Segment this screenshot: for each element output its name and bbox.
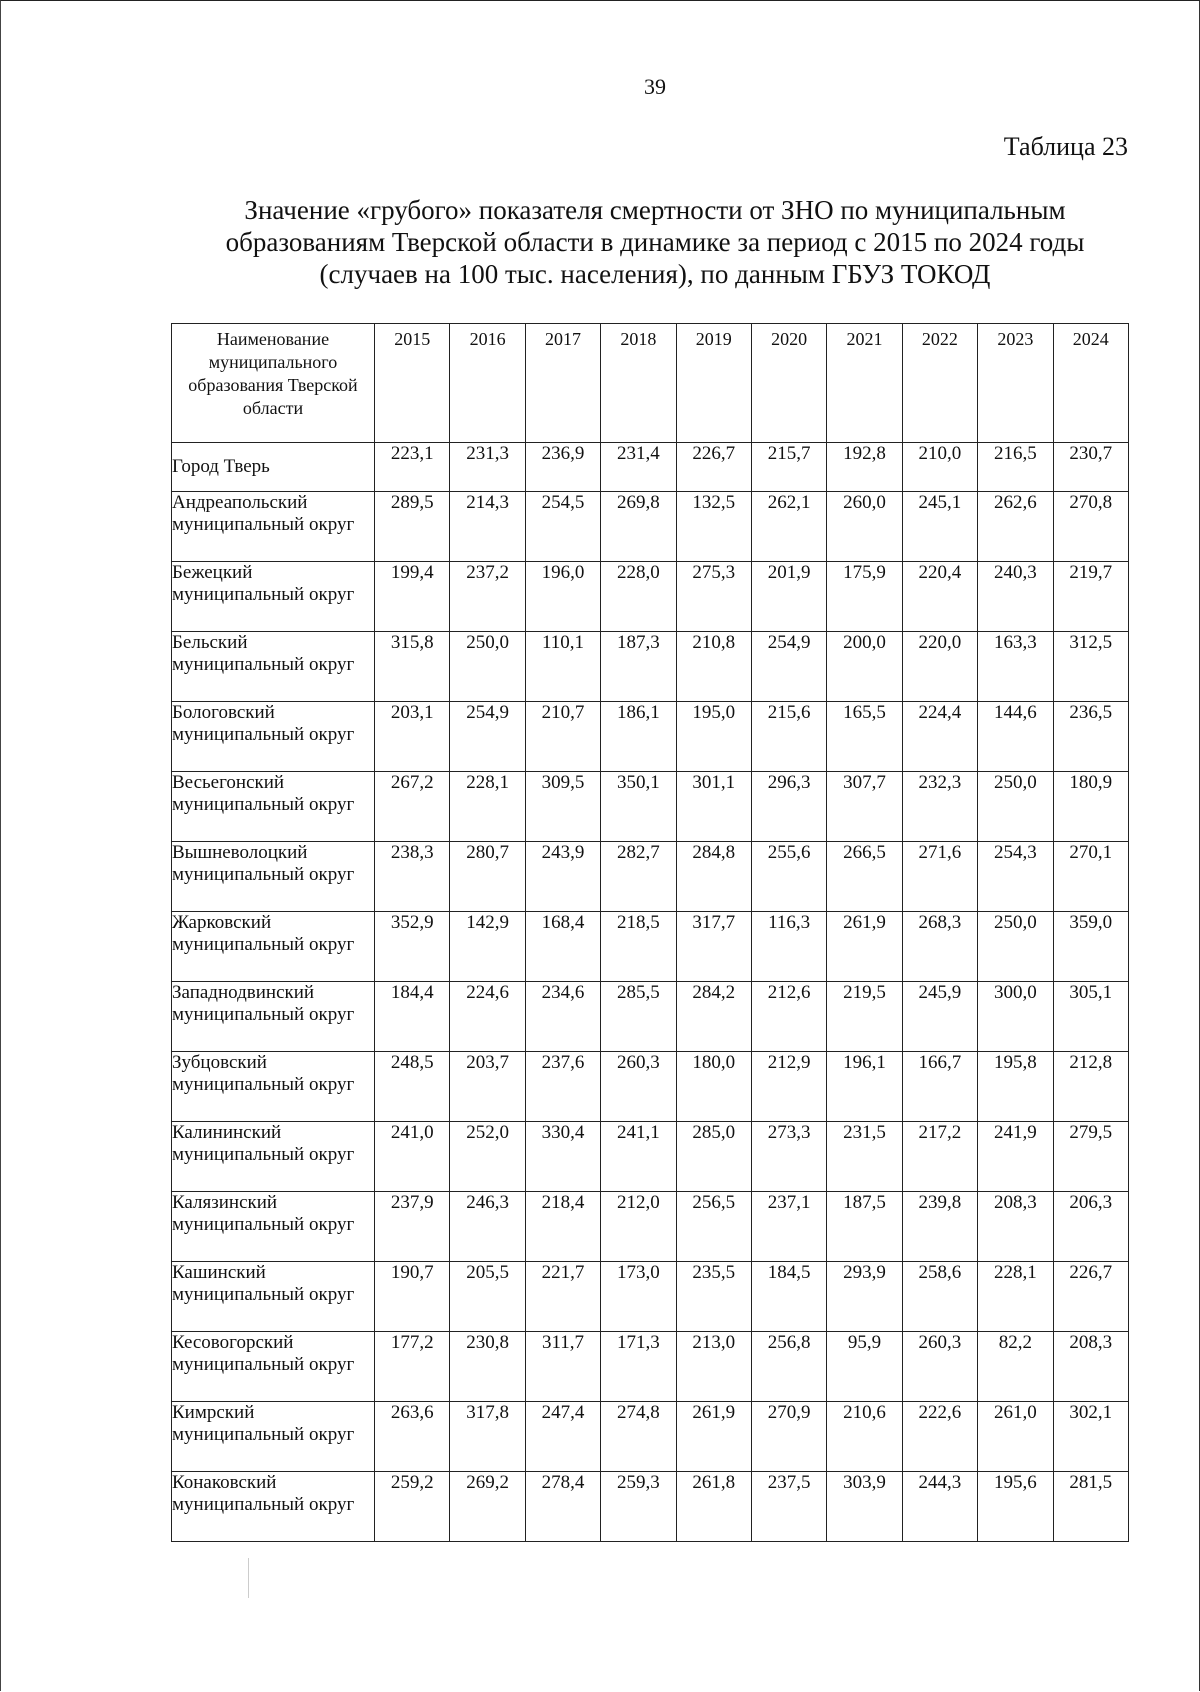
table-row [172,1402,1129,1472]
mortality-value: 315,8 [375,632,450,702]
mortality-value: 259,3 [601,1472,676,1542]
mortality-value: 284,2 [676,982,751,1052]
mortality-value: 241,1 [601,1122,676,1192]
mortality-value: 203,7 [450,1052,525,1122]
mortality-value: 215,6 [751,702,826,772]
mortality-value: 132,5 [676,492,751,562]
mortality-value: 234,6 [525,982,600,1052]
mortality-value: 228,1 [450,772,525,842]
mortality-value: 273,3 [751,1122,826,1192]
mortality-value: 247,4 [525,1402,600,1472]
column-header-year: 2020 [751,324,826,443]
mortality-value: 184,4 [375,982,450,1052]
mortality-value: 201,9 [751,562,826,632]
table-body [172,443,1129,1542]
mortality-value: 208,3 [978,1192,1053,1262]
mortality-value: 219,7 [1053,562,1128,632]
mortality-value: 231,5 [827,1122,902,1192]
mortality-table [171,323,1129,1542]
column-header-year: 2015 [375,324,450,443]
mortality-value: 224,6 [450,982,525,1052]
mortality-value: 274,8 [601,1402,676,1472]
title-line: Значение «грубого» показателя смертности от ЗНО по муниципальным [244,195,1066,225]
mortality-value: 285,0 [676,1122,751,1192]
municipality-name: Жарковский муниципальный округ [172,912,375,982]
mortality-value: 311,7 [525,1332,600,1402]
mortality-value: 175,9 [827,562,902,632]
table-row [172,702,1129,772]
mortality-value: 269,8 [601,492,676,562]
mortality-value: 245,9 [902,982,977,1052]
mortality-value: 261,0 [978,1402,1053,1472]
mortality-value: 248,5 [375,1052,450,1122]
mortality-value: 241,0 [375,1122,450,1192]
mortality-value: 231,4 [601,443,676,492]
mortality-value: 281,5 [1053,1472,1128,1542]
municipality-name: Кашинский муниципальный округ [172,1262,375,1332]
mortality-value: 144,6 [978,702,1053,772]
mortality-value: 240,3 [978,562,1053,632]
municipality-name: Весьегонский муниципальный округ [172,772,375,842]
mortality-value: 244,3 [902,1472,977,1542]
mortality-value: 296,3 [751,772,826,842]
column-header-year: 2019 [676,324,751,443]
mortality-value: 236,9 [525,443,600,492]
mortality-value: 284,8 [676,842,751,912]
mortality-value: 271,6 [902,842,977,912]
mortality-value: 268,3 [902,912,977,982]
mortality-value: 261,9 [827,912,902,982]
mortality-value: 254,5 [525,492,600,562]
mortality-value: 266,5 [827,842,902,912]
mortality-value: 212,9 [751,1052,826,1122]
table-row [172,492,1129,562]
mortality-value: 190,7 [375,1262,450,1332]
mortality-value: 199,4 [375,562,450,632]
mortality-value: 263,6 [375,1402,450,1472]
mortality-value: 237,6 [525,1052,600,1122]
mortality-value: 221,7 [525,1262,600,1332]
mortality-value: 317,7 [676,912,751,982]
table-header-row [172,324,1129,443]
table-row [172,1052,1129,1122]
column-header-year: 2023 [978,324,1053,443]
mortality-value: 173,0 [601,1262,676,1332]
table-row [172,1192,1129,1262]
table-row [172,562,1129,632]
mortality-value: 262,6 [978,492,1053,562]
mortality-value: 186,1 [601,702,676,772]
mortality-value: 218,4 [525,1192,600,1262]
mortality-value: 280,7 [450,842,525,912]
mortality-value: 171,3 [601,1332,676,1402]
mortality-value: 206,3 [1053,1192,1128,1262]
mortality-value: 180,0 [676,1052,751,1122]
mortality-value: 223,1 [375,443,450,492]
table-row [172,982,1129,1052]
mortality-value: 222,6 [902,1402,977,1472]
mortality-value: 246,3 [450,1192,525,1262]
municipality-name: Кимрский муниципальный округ [172,1402,375,1472]
mortality-value: 226,7 [1053,1262,1128,1332]
municipality-name: Калининский муниципальный округ [172,1122,375,1192]
mortality-value: 187,5 [827,1192,902,1262]
mortality-value: 192,8 [827,443,902,492]
mortality-value: 237,5 [751,1472,826,1542]
mortality-value: 312,5 [1053,632,1128,702]
mortality-value: 212,6 [751,982,826,1052]
mortality-value: 210,0 [902,443,977,492]
mortality-value: 210,8 [676,632,751,702]
mortality-value: 309,5 [525,772,600,842]
mortality-value: 279,5 [1053,1122,1128,1192]
title-line: (случаев на 100 тыс. населения), по данным ГБУЗ ТОКОД [319,259,991,289]
scan-mark [248,1558,249,1598]
mortality-value: 282,7 [601,842,676,912]
municipality-name: Зубцовский муниципальный округ [172,1052,375,1122]
mortality-value: 303,9 [827,1472,902,1542]
mortality-value: 285,5 [601,982,676,1052]
mortality-value: 237,1 [751,1192,826,1262]
column-header-year: 2018 [601,324,676,443]
municipality-name: Андреапольский муниципальный округ [172,492,375,562]
mortality-value: 254,9 [751,632,826,702]
column-header-year: 2022 [902,324,977,443]
mortality-value: 300,0 [978,982,1053,1052]
table-row [172,1472,1129,1542]
mortality-value: 237,2 [450,562,525,632]
mortality-value: 228,0 [601,562,676,632]
mortality-value: 208,3 [1053,1332,1128,1402]
municipality-name: Конаковский муниципальный округ [172,1472,375,1542]
mortality-value: 187,3 [601,632,676,702]
mortality-value: 359,0 [1053,912,1128,982]
table-row [172,632,1129,702]
mortality-value: 166,7 [902,1052,977,1122]
mortality-value: 352,9 [375,912,450,982]
table-row [172,772,1129,842]
mortality-value: 269,2 [450,1472,525,1542]
mortality-value: 195,6 [978,1472,1053,1542]
mortality-value: 258,6 [902,1262,977,1332]
mortality-value: 116,3 [751,912,826,982]
mortality-value: 196,1 [827,1052,902,1122]
column-header-year: 2017 [525,324,600,443]
mortality-value: 231,3 [450,443,525,492]
mortality-value: 177,2 [375,1332,450,1402]
mortality-value: 235,5 [676,1262,751,1332]
mortality-value: 228,1 [978,1262,1053,1332]
mortality-value: 317,8 [450,1402,525,1472]
mortality-value: 224,4 [902,702,977,772]
mortality-value: 232,3 [902,772,977,842]
mortality-value: 293,9 [827,1262,902,1332]
mortality-value: 196,0 [525,562,600,632]
mortality-value: 267,2 [375,772,450,842]
mortality-value: 195,0 [676,702,751,772]
mortality-value: 260,0 [827,492,902,562]
mortality-value: 220,4 [902,562,977,632]
mortality-value: 259,2 [375,1472,450,1542]
mortality-value: 305,1 [1053,982,1128,1052]
mortality-value: 275,3 [676,562,751,632]
mortality-value: 184,5 [751,1262,826,1332]
municipality-name: Бежецкий муниципальный округ [172,562,375,632]
mortality-value: 230,7 [1053,443,1128,492]
mortality-value: 330,4 [525,1122,600,1192]
mortality-value: 302,1 [1053,1402,1128,1472]
mortality-value: 301,1 [676,772,751,842]
table-row [172,1332,1129,1402]
mortality-value: 254,9 [450,702,525,772]
table-row [172,1122,1129,1192]
table-row [172,1262,1129,1332]
mortality-value: 260,3 [601,1052,676,1122]
mortality-value: 255,6 [751,842,826,912]
page-number: 39 [644,74,666,99]
column-header-name: Наименование муниципального образования Тверской области [172,324,375,443]
mortality-value: 252,0 [450,1122,525,1192]
mortality-value: 262,1 [751,492,826,562]
mortality-value: 205,5 [450,1262,525,1332]
mortality-value: 243,9 [525,842,600,912]
mortality-value: 238,3 [375,842,450,912]
municipality-name: Западнодвинский муниципальный округ [172,982,375,1052]
mortality-value: 219,5 [827,982,902,1052]
mortality-value: 82,2 [978,1332,1053,1402]
mortality-value: 168,4 [525,912,600,982]
mortality-value: 350,1 [601,772,676,842]
mortality-value: 245,1 [902,492,977,562]
mortality-value: 218,5 [601,912,676,982]
table-title [150,194,1160,290]
mortality-value: 212,8 [1053,1052,1128,1122]
mortality-value: 220,0 [902,632,977,702]
mortality-value: 270,9 [751,1402,826,1472]
mortality-value: 110,1 [525,632,600,702]
mortality-value: 203,1 [375,702,450,772]
municipality-name: Кесовогорский муниципальный округ [172,1332,375,1402]
mortality-value: 261,8 [676,1472,751,1542]
mortality-value: 216,5 [978,443,1053,492]
mortality-value: 261,9 [676,1402,751,1472]
mortality-value: 250,0 [450,632,525,702]
mortality-value: 270,1 [1053,842,1128,912]
table-row [172,912,1129,982]
mortality-value: 256,5 [676,1192,751,1262]
mortality-value: 254,3 [978,842,1053,912]
mortality-value: 142,9 [450,912,525,982]
mortality-value: 230,8 [450,1332,525,1402]
mortality-value: 250,0 [978,912,1053,982]
column-header-year: 2024 [1053,324,1128,443]
mortality-value: 210,7 [525,702,600,772]
mortality-value: 165,5 [827,702,902,772]
municipality-name: Бологовский муниципальный округ [172,702,375,772]
mortality-value: 260,3 [902,1332,977,1402]
table-row [172,842,1129,912]
mortality-value: 270,8 [1053,492,1128,562]
mortality-value: 237,9 [375,1192,450,1262]
mortality-value: 217,2 [902,1122,977,1192]
mortality-value: 278,4 [525,1472,600,1542]
municipality-name: Город Тверь [172,443,375,492]
mortality-value: 236,5 [1053,702,1128,772]
mortality-value: 226,7 [676,443,751,492]
column-header-year: 2021 [827,324,902,443]
mortality-value: 212,0 [601,1192,676,1262]
title-line: образованиям Тверской области в динамике за период с 2015 по 2024 годы [225,227,1085,257]
mortality-value: 200,0 [827,632,902,702]
table-row [172,443,1129,492]
mortality-value: 210,6 [827,1402,902,1472]
mortality-value: 256,8 [751,1332,826,1402]
mortality-value: 289,5 [375,492,450,562]
column-header-year: 2016 [450,324,525,443]
mortality-value: 307,7 [827,772,902,842]
municipality-name: Бельский муниципальный округ [172,632,375,702]
mortality-value: 215,7 [751,443,826,492]
municipality-name: Калязинский муниципальный округ [172,1192,375,1262]
municipality-name: Вышневолоцкий муниципальный округ [172,842,375,912]
mortality-value: 213,0 [676,1332,751,1402]
mortality-value: 163,3 [978,632,1053,702]
mortality-value: 214,3 [450,492,525,562]
mortality-value: 180,9 [1053,772,1128,842]
mortality-value: 241,9 [978,1122,1053,1192]
mortality-value: 239,8 [902,1192,977,1262]
mortality-value: 195,8 [978,1052,1053,1122]
mortality-value: 250,0 [978,772,1053,842]
mortality-value: 95,9 [827,1332,902,1402]
table-label: Таблица 23 [1003,132,1128,161]
